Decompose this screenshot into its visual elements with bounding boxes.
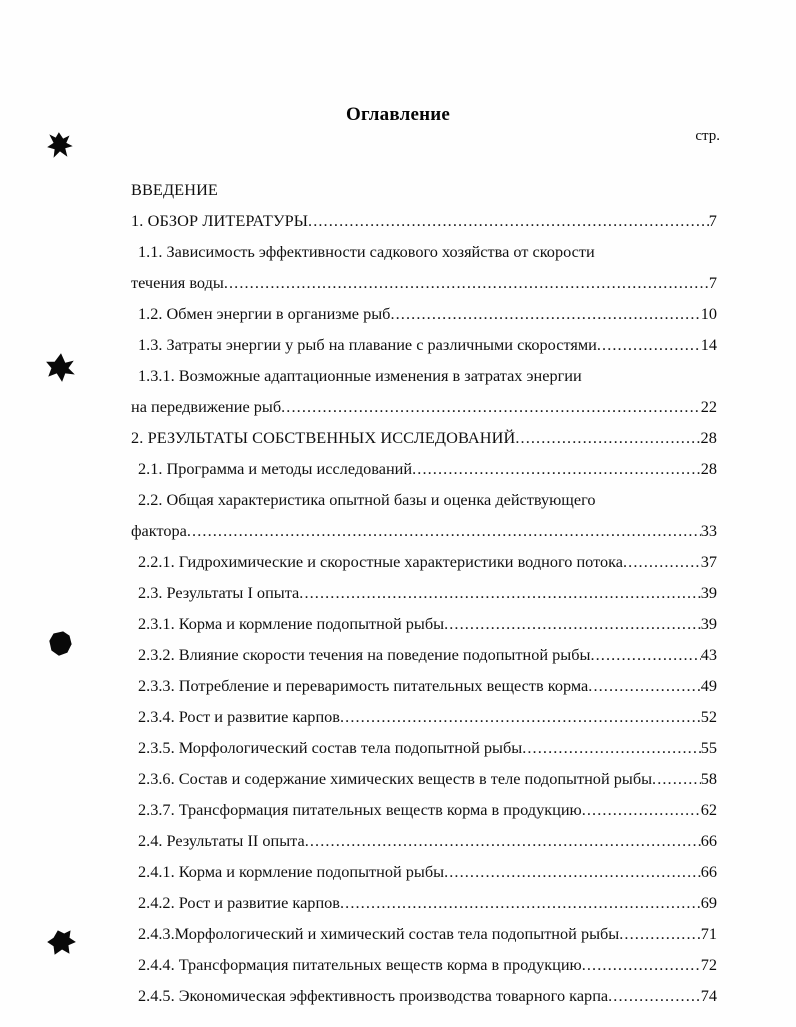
toc-entry-page-number: 52 xyxy=(700,707,717,726)
toc-entry-label: 2.2.1. Гидрохимические и скоростные характеристики водного потока xyxy=(138,552,624,571)
toc-entry[interactable] xyxy=(138,459,717,490)
toc-leader-dots xyxy=(444,616,701,632)
toc-leader-dots xyxy=(619,926,700,942)
toc-entry-label: 1. ОБЗОР ЛИТЕРАТУРЫ xyxy=(131,211,309,230)
toc-entry[interactable] xyxy=(131,428,717,459)
toc-entry[interactable] xyxy=(138,614,717,645)
toc-entry-page-number: 7 xyxy=(708,273,717,292)
toc-entry[interactable] xyxy=(138,893,717,924)
toc-leader-dots xyxy=(515,430,700,446)
toc-leader-dots xyxy=(608,988,701,1004)
scan-artifact-1 xyxy=(44,128,78,162)
toc-entry-page-number: 69 xyxy=(700,893,717,912)
toc-entry-label: 1.3.1. Возможные адаптационные изменения в затратах энергии xyxy=(138,366,582,385)
toc-entry-label: 2.4.1. Корма и кормление подопытной рыбы xyxy=(138,862,445,881)
toc-entry-label: течения воды xyxy=(131,273,224,292)
toc-entry-page-number: 22 xyxy=(700,397,717,416)
toc-entry[interactable] xyxy=(138,676,717,707)
toc-entry-label: 2.4. Результаты II опыта xyxy=(138,831,305,850)
scan-artifact-3 xyxy=(44,626,78,660)
toc-entry[interactable] xyxy=(138,986,717,1017)
toc-entry[interactable] xyxy=(138,304,717,335)
toc-leader-dots xyxy=(597,337,701,353)
toc-entry-label: 2.3.2. Влияние скорости течения на поведение подопытной рыбы xyxy=(138,645,591,664)
toc-entry-page-number: 39 xyxy=(700,614,717,633)
toc-leader-dots xyxy=(281,399,701,415)
toc-entry[interactable] xyxy=(131,397,717,428)
toc-entry-label: 2.4.5. Экономическая эффективность производства товарного карпа xyxy=(138,986,609,1005)
toc-leader-dots xyxy=(588,678,700,694)
toc-entry-label: 2.3.7. Трансформация питательных веществ корма в продукцию xyxy=(138,800,582,819)
toc-leader-dots xyxy=(187,523,701,539)
page-title: Оглавление xyxy=(345,104,451,125)
toc-entry-label: 1.3. Затраты энергии у рыб на плавание с различными скоростями xyxy=(138,335,597,354)
toc-leader-dots xyxy=(390,306,700,322)
toc-leader-dots xyxy=(582,802,701,818)
toc-entry-label: 1.2. Обмен энергии в организме рыб xyxy=(138,304,391,323)
toc-entry-page-number: 72 xyxy=(700,955,717,974)
toc-entry-page-number: 66 xyxy=(700,862,717,881)
toc-entry[interactable] xyxy=(131,521,717,552)
toc-leader-dots xyxy=(444,864,701,880)
toc-entry-label: 2.4.2. Рост и развитие карпов xyxy=(138,893,340,912)
toc-leader-dots xyxy=(590,647,700,663)
toc-entry[interactable] xyxy=(138,831,717,862)
toc-leader-dots xyxy=(522,740,701,756)
toc-leader-dots xyxy=(623,554,701,570)
toc-entry-label: фактора xyxy=(131,521,187,540)
toc-entry-page-number: 39 xyxy=(700,583,717,602)
toc-entry[interactable] xyxy=(131,211,717,242)
toc-entry-page-number: 7 xyxy=(708,211,717,230)
toc-entry[interactable] xyxy=(138,924,717,955)
toc-entry-page-number: 66 xyxy=(700,831,717,850)
toc-entry[interactable] xyxy=(138,490,717,521)
toc-entry-page-number: 71 xyxy=(700,924,717,943)
toc-entry[interactable] xyxy=(131,180,717,211)
page-number-column-label: стр. xyxy=(695,128,720,144)
toc-entry-page-number: 14 xyxy=(700,335,717,354)
toc-entry-page-number: 37 xyxy=(700,552,717,571)
toc-entry-label: 2.4.3.Морфологический и химический состав тела подопытной рыбы xyxy=(138,924,620,943)
toc-entry[interactable] xyxy=(138,738,717,769)
toc-entry-label: 2.1. Программа и методы исследований xyxy=(138,459,413,478)
toc-entry[interactable] xyxy=(138,366,717,397)
toc-leader-dots xyxy=(412,461,701,477)
toc-entry-label: 2.3.6. Состав и содержание химических веществ в теле подопытной рыбы xyxy=(138,769,653,788)
toc-entry-page-number: 28 xyxy=(700,428,717,447)
toc-entry-label: 2.4.4. Трансформация питательных веществ корма в продукцию xyxy=(138,955,582,974)
toc-entry-label: 2.3.1. Корма и кормление подопытной рыбы xyxy=(138,614,445,633)
toc-leader-dots xyxy=(582,957,701,973)
toc-entry-label: 2. РЕЗУЛЬТАТЫ СОБСТВЕННЫХ ИССЛЕДОВАНИЙ xyxy=(131,428,516,447)
toc-entry-page-number: 33 xyxy=(700,521,717,540)
toc-leader-dots xyxy=(299,585,700,601)
toc-entry-label: 1.1. Зависимость эффективности садкового хозяйства от скорости xyxy=(138,242,595,261)
toc-entry-label: на передвижение рыб xyxy=(131,397,282,416)
toc-entry[interactable] xyxy=(138,862,717,893)
toc-leader-dots xyxy=(308,213,709,229)
toc-entry-page-number: 58 xyxy=(700,769,717,788)
toc-entry-page-number: 55 xyxy=(700,738,717,757)
toc-entry[interactable] xyxy=(138,769,717,800)
toc-leader-dots xyxy=(340,709,701,725)
toc-entry-label: 2.3. Результаты I опыта xyxy=(138,583,300,602)
toc-entry-label: ВВЕДЕНИЕ xyxy=(131,180,218,199)
toc-leader-dots xyxy=(305,833,701,849)
toc-entry-label: 2.3.3. Потребление и переваримость питательных веществ корма xyxy=(138,676,589,695)
toc-entry-page-number: 28 xyxy=(700,459,717,478)
toc-entry-label: 2.3.5. Морфологический состав тела подопытной рыбы xyxy=(138,738,523,757)
toc-entry[interactable] xyxy=(138,955,717,986)
toc-entry-page-number: 74 xyxy=(700,986,717,1005)
toc-leader-dots xyxy=(652,771,701,787)
toc-entry[interactable] xyxy=(138,800,717,831)
toc-entry-label: 2.3.4. Рост и развитие карпов xyxy=(138,707,340,726)
toc-entry[interactable] xyxy=(138,583,717,614)
toc-entry[interactable] xyxy=(138,707,717,738)
toc-leader-dots xyxy=(224,275,709,291)
toc-entry-page-number: 49 xyxy=(700,676,717,695)
toc-entry[interactable] xyxy=(131,273,717,304)
toc-entry-page-number: 10 xyxy=(700,304,717,323)
toc-entry-page-number: 62 xyxy=(700,800,717,819)
toc-entry[interactable] xyxy=(138,645,717,676)
toc-entry-page-number: 43 xyxy=(700,645,717,664)
scan-artifact-4 xyxy=(44,925,78,959)
toc-entry[interactable] xyxy=(138,335,717,366)
toc-entry-label: 2.2. Общая характеристика опытной базы и оценка действующего xyxy=(138,490,596,509)
scan-artifact-2 xyxy=(44,350,78,384)
table-of-contents xyxy=(131,180,717,1017)
toc-leader-dots xyxy=(340,895,701,911)
toc-entry[interactable] xyxy=(138,552,717,583)
toc-entry[interactable] xyxy=(138,242,717,273)
